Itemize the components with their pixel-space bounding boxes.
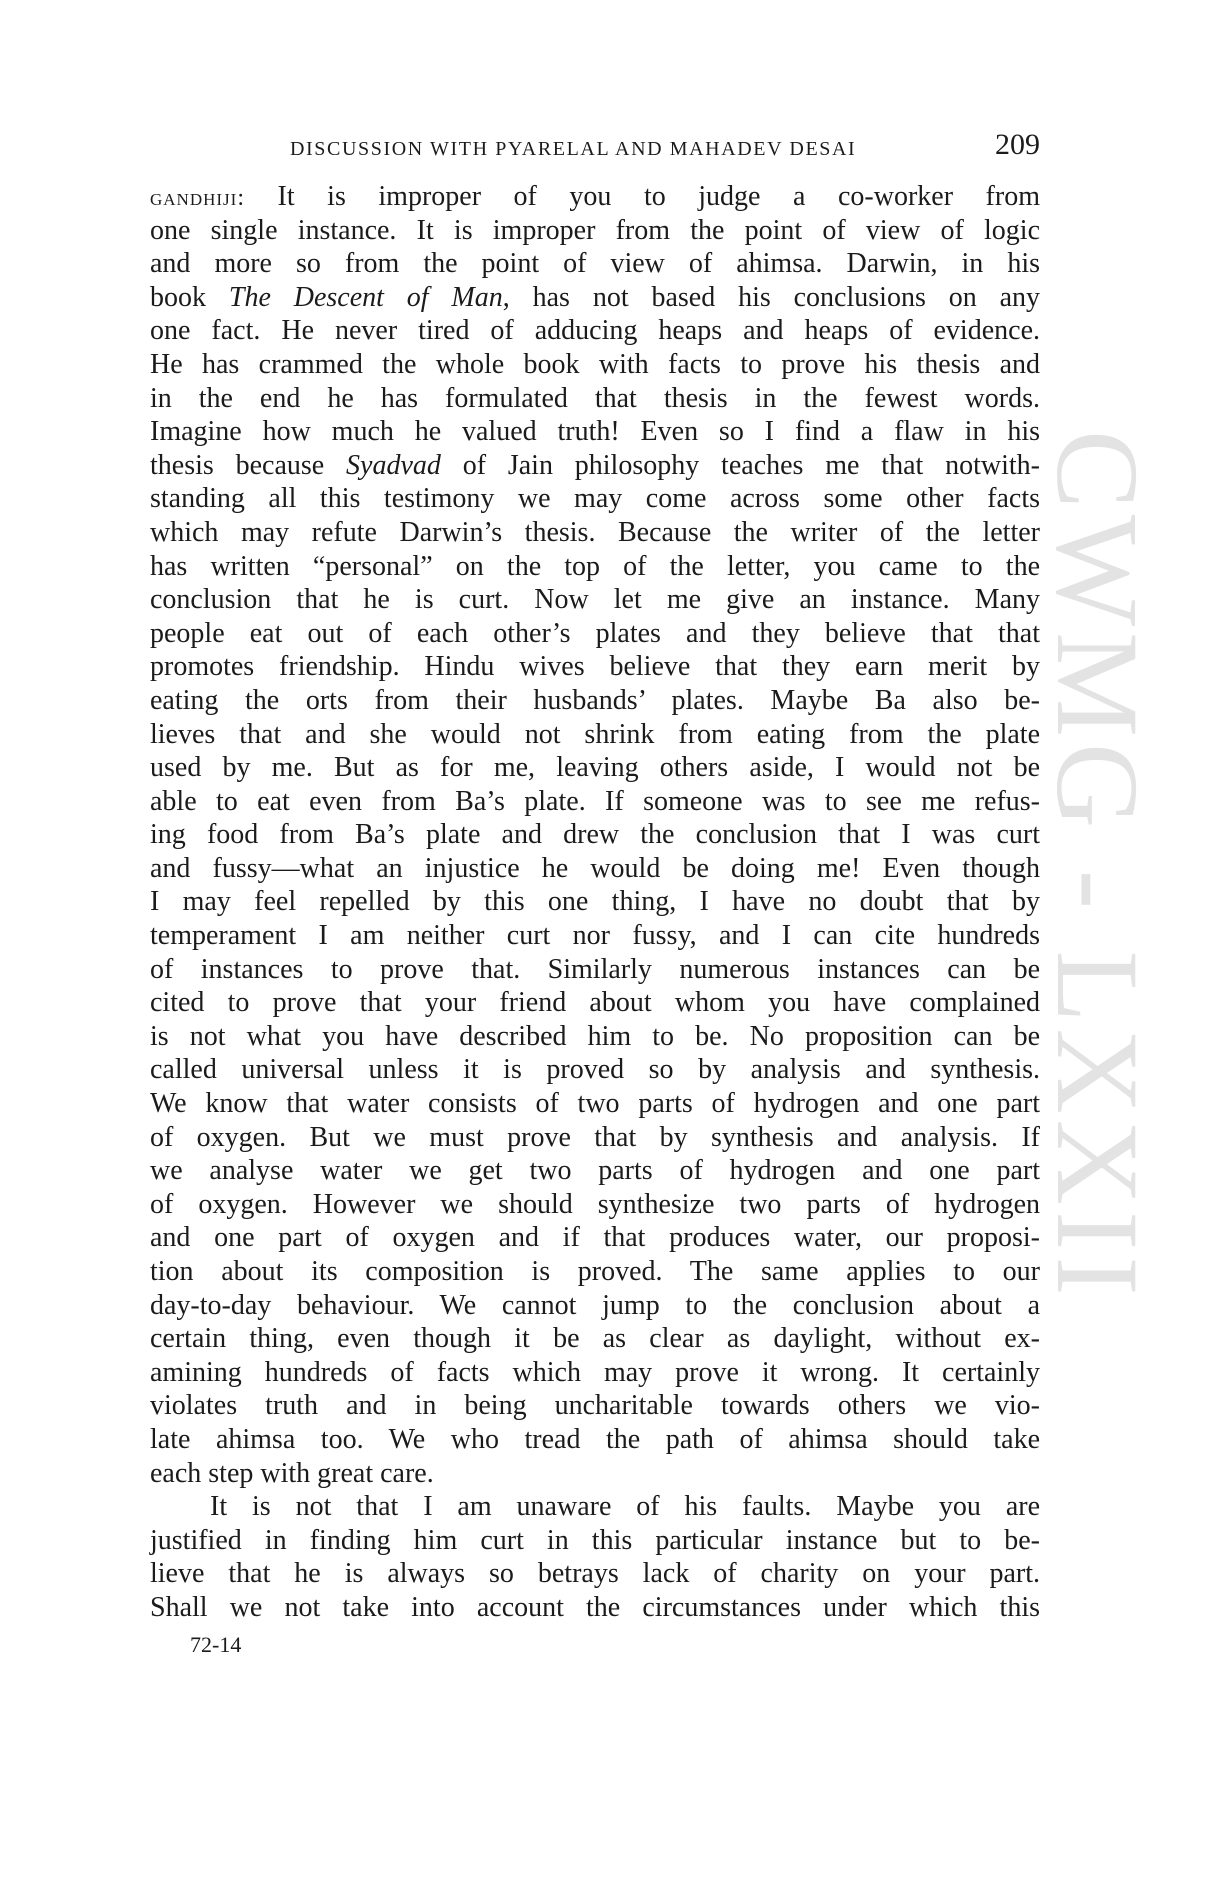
text-line (150, 247, 1040, 281)
text-segment: lieve that he is always so betrays lack of charity on your part. (150, 1558, 1040, 1590)
text-segment: used by me. But as for me, leaving others aside, I would not be (150, 752, 1040, 784)
text-line (150, 1389, 1040, 1423)
text-line (150, 1524, 1040, 1558)
text-line (150, 1423, 1040, 1457)
text-line (150, 718, 1040, 752)
text-line (150, 953, 1040, 987)
text-segment: , has not based his conclusions on any (502, 281, 1040, 313)
text-line (150, 1557, 1040, 1591)
text-segment: Imagine how much he valued truth! Even so I find a flaw in his (150, 416, 1040, 448)
text-segment: day-to-day behaviour. We cannot jump to the conclusion about a (150, 1289, 1040, 1321)
text-line (150, 1053, 1040, 1087)
text-line (150, 415, 1040, 449)
text-segment: thesis because (150, 449, 347, 481)
text-segment: we analyse water we get two parts of hydrogen and one part (150, 1155, 1040, 1187)
text-segment: violates truth and in being uncharitable towards others we vio- (150, 1390, 1040, 1422)
text-line (150, 1356, 1040, 1390)
text-segment: It is not that I am unaware of his faults. Maybe you are (210, 1491, 1040, 1523)
text-line (150, 1255, 1040, 1289)
text-segment: ing food from Ba’s plate and drew the conclusion that I was curt (150, 819, 1040, 851)
text-segment: and fussy—what an injustice he would be doing me! Even though (150, 852, 1040, 884)
text-segment: He has crammed the whole book with facts to prove his thesis and (150, 348, 1040, 380)
text-segment: lieves that and she would not shrink from eating from the plate (150, 718, 1040, 750)
text-segment: of instances to prove that. Similarly numerous instances can be (150, 953, 1040, 985)
text-segment: able to eat even from Ba’s plate. If someone was to see me refus- (150, 785, 1040, 817)
body-text (150, 180, 1040, 1625)
text-line (150, 650, 1040, 684)
text-line (150, 1020, 1040, 1054)
text-line (150, 852, 1040, 886)
text-line (150, 617, 1040, 651)
text-segment: one fact. He never tired of adducing heaps and heaps of evidence. (150, 315, 1040, 347)
speaker-name: gandhiji: (150, 185, 245, 211)
text-line (150, 382, 1040, 416)
text-segment: late ahimsa too. We who tread the path of ahimsa should take (150, 1423, 1040, 1455)
text-line (150, 281, 1040, 315)
text-segment: Shall we not take into account the circumstances under which this (150, 1591, 1040, 1623)
text-segment: each step with great care. (150, 1457, 434, 1489)
text-line (150, 348, 1040, 382)
text-line (150, 583, 1040, 617)
text-segment: standing all this testimony we may come across some other facts (150, 483, 1040, 515)
text-line (150, 1221, 1040, 1255)
page-number: 209 (995, 128, 1040, 161)
text-line (150, 919, 1040, 953)
text-segment: tion about its composition is proved. The same applies to our (150, 1256, 1040, 1287)
text-segment: which may refute Darwin’s thesis. Because the writer of the letter (150, 516, 1040, 548)
text-line (150, 314, 1040, 348)
volume-watermark: CWMG - LXXII (1032, 430, 1163, 1302)
text-line (150, 1591, 1040, 1625)
text-segment: cited to prove that your friend about whom you have complained (150, 987, 1040, 1019)
text-line (150, 214, 1040, 248)
text-line (150, 785, 1040, 819)
text-line (150, 1188, 1040, 1222)
text-segment: and one part of oxygen and if that produces water, our proposi- (150, 1222, 1040, 1254)
text-segment: promotes friendship. Hindu wives believe that they earn merit by (150, 651, 1040, 683)
text-line (150, 1490, 1040, 1524)
text-segment: has written “personal” on the top of the letter, you came to the (150, 550, 1040, 582)
text-segment: of oxygen. However we should synthesize two parts of hydrogen (150, 1188, 1040, 1220)
text-line (150, 550, 1040, 584)
text-segment: certain thing, even though it be as clear as daylight, without ex- (150, 1323, 1040, 1355)
text-line (150, 684, 1040, 718)
text-segment: justified in finding him curt in this particular instance but to be- (150, 1524, 1040, 1556)
text-line (150, 516, 1040, 550)
text-segment: people eat out of each other’s plates and they believe that that (150, 617, 1040, 649)
italic-text: The Descent of Man (228, 281, 503, 313)
text-segment: eating the orts from their husbands’ plates. Maybe Ba also be- (150, 684, 1040, 716)
text-segment: I may feel repelled by this one thing, I have no doubt that by (150, 886, 1040, 918)
text-line (150, 1457, 1040, 1491)
text-line (150, 180, 1040, 214)
text-segment: and more so from the point of view of ahimsa. Darwin, in his (150, 248, 1040, 280)
running-title: DISCUSSION WITH PYARELAL AND MAHADEV DESAI (290, 138, 857, 160)
text-line (150, 449, 1040, 483)
text-line (150, 751, 1040, 785)
text-line (150, 986, 1040, 1020)
text-line (150, 1154, 1040, 1188)
text-segment: called universal unless it is proved so by analysis and synthesis. (150, 1054, 1040, 1086)
text-segment: temperament I am neither curt nor fussy, and I can cite hundreds (150, 920, 1040, 952)
text-segment: amining hundreds of facts which may prove it wrong. It certainly (150, 1356, 1040, 1388)
italic-text: Syadvad (346, 449, 441, 481)
text-segment: of Jain philosophy teaches me that notwith- (440, 449, 1040, 481)
text-segment: in the end he has formulated that thesis in the fewest words. (150, 382, 1040, 414)
text-line (150, 1121, 1040, 1155)
text-segment: one single instance. It is improper from the point of view of logic (150, 214, 1040, 246)
text-line (150, 482, 1040, 516)
text-line (150, 818, 1040, 852)
running-head (150, 128, 1040, 168)
text-line (150, 1322, 1040, 1356)
text-segment: is not what you have described him to be. No proposition can be (150, 1020, 1040, 1052)
text-line (150, 1087, 1040, 1121)
text-segment: We know that water consists of two parts of hydrogen and one part (150, 1088, 1040, 1120)
text-segment: book (150, 281, 229, 313)
text-segment: It is improper of you to judge a co-worker from (245, 181, 1040, 212)
text-line (150, 885, 1040, 919)
text-line (150, 1289, 1040, 1323)
text-segment: of oxygen. But we must prove that by synthesis and analysis. If (150, 1121, 1040, 1153)
printer-signature: 72-14 (190, 1632, 242, 1657)
text-segment: conclusion that he is curt. Now let me give an instance. Many (150, 584, 1040, 616)
